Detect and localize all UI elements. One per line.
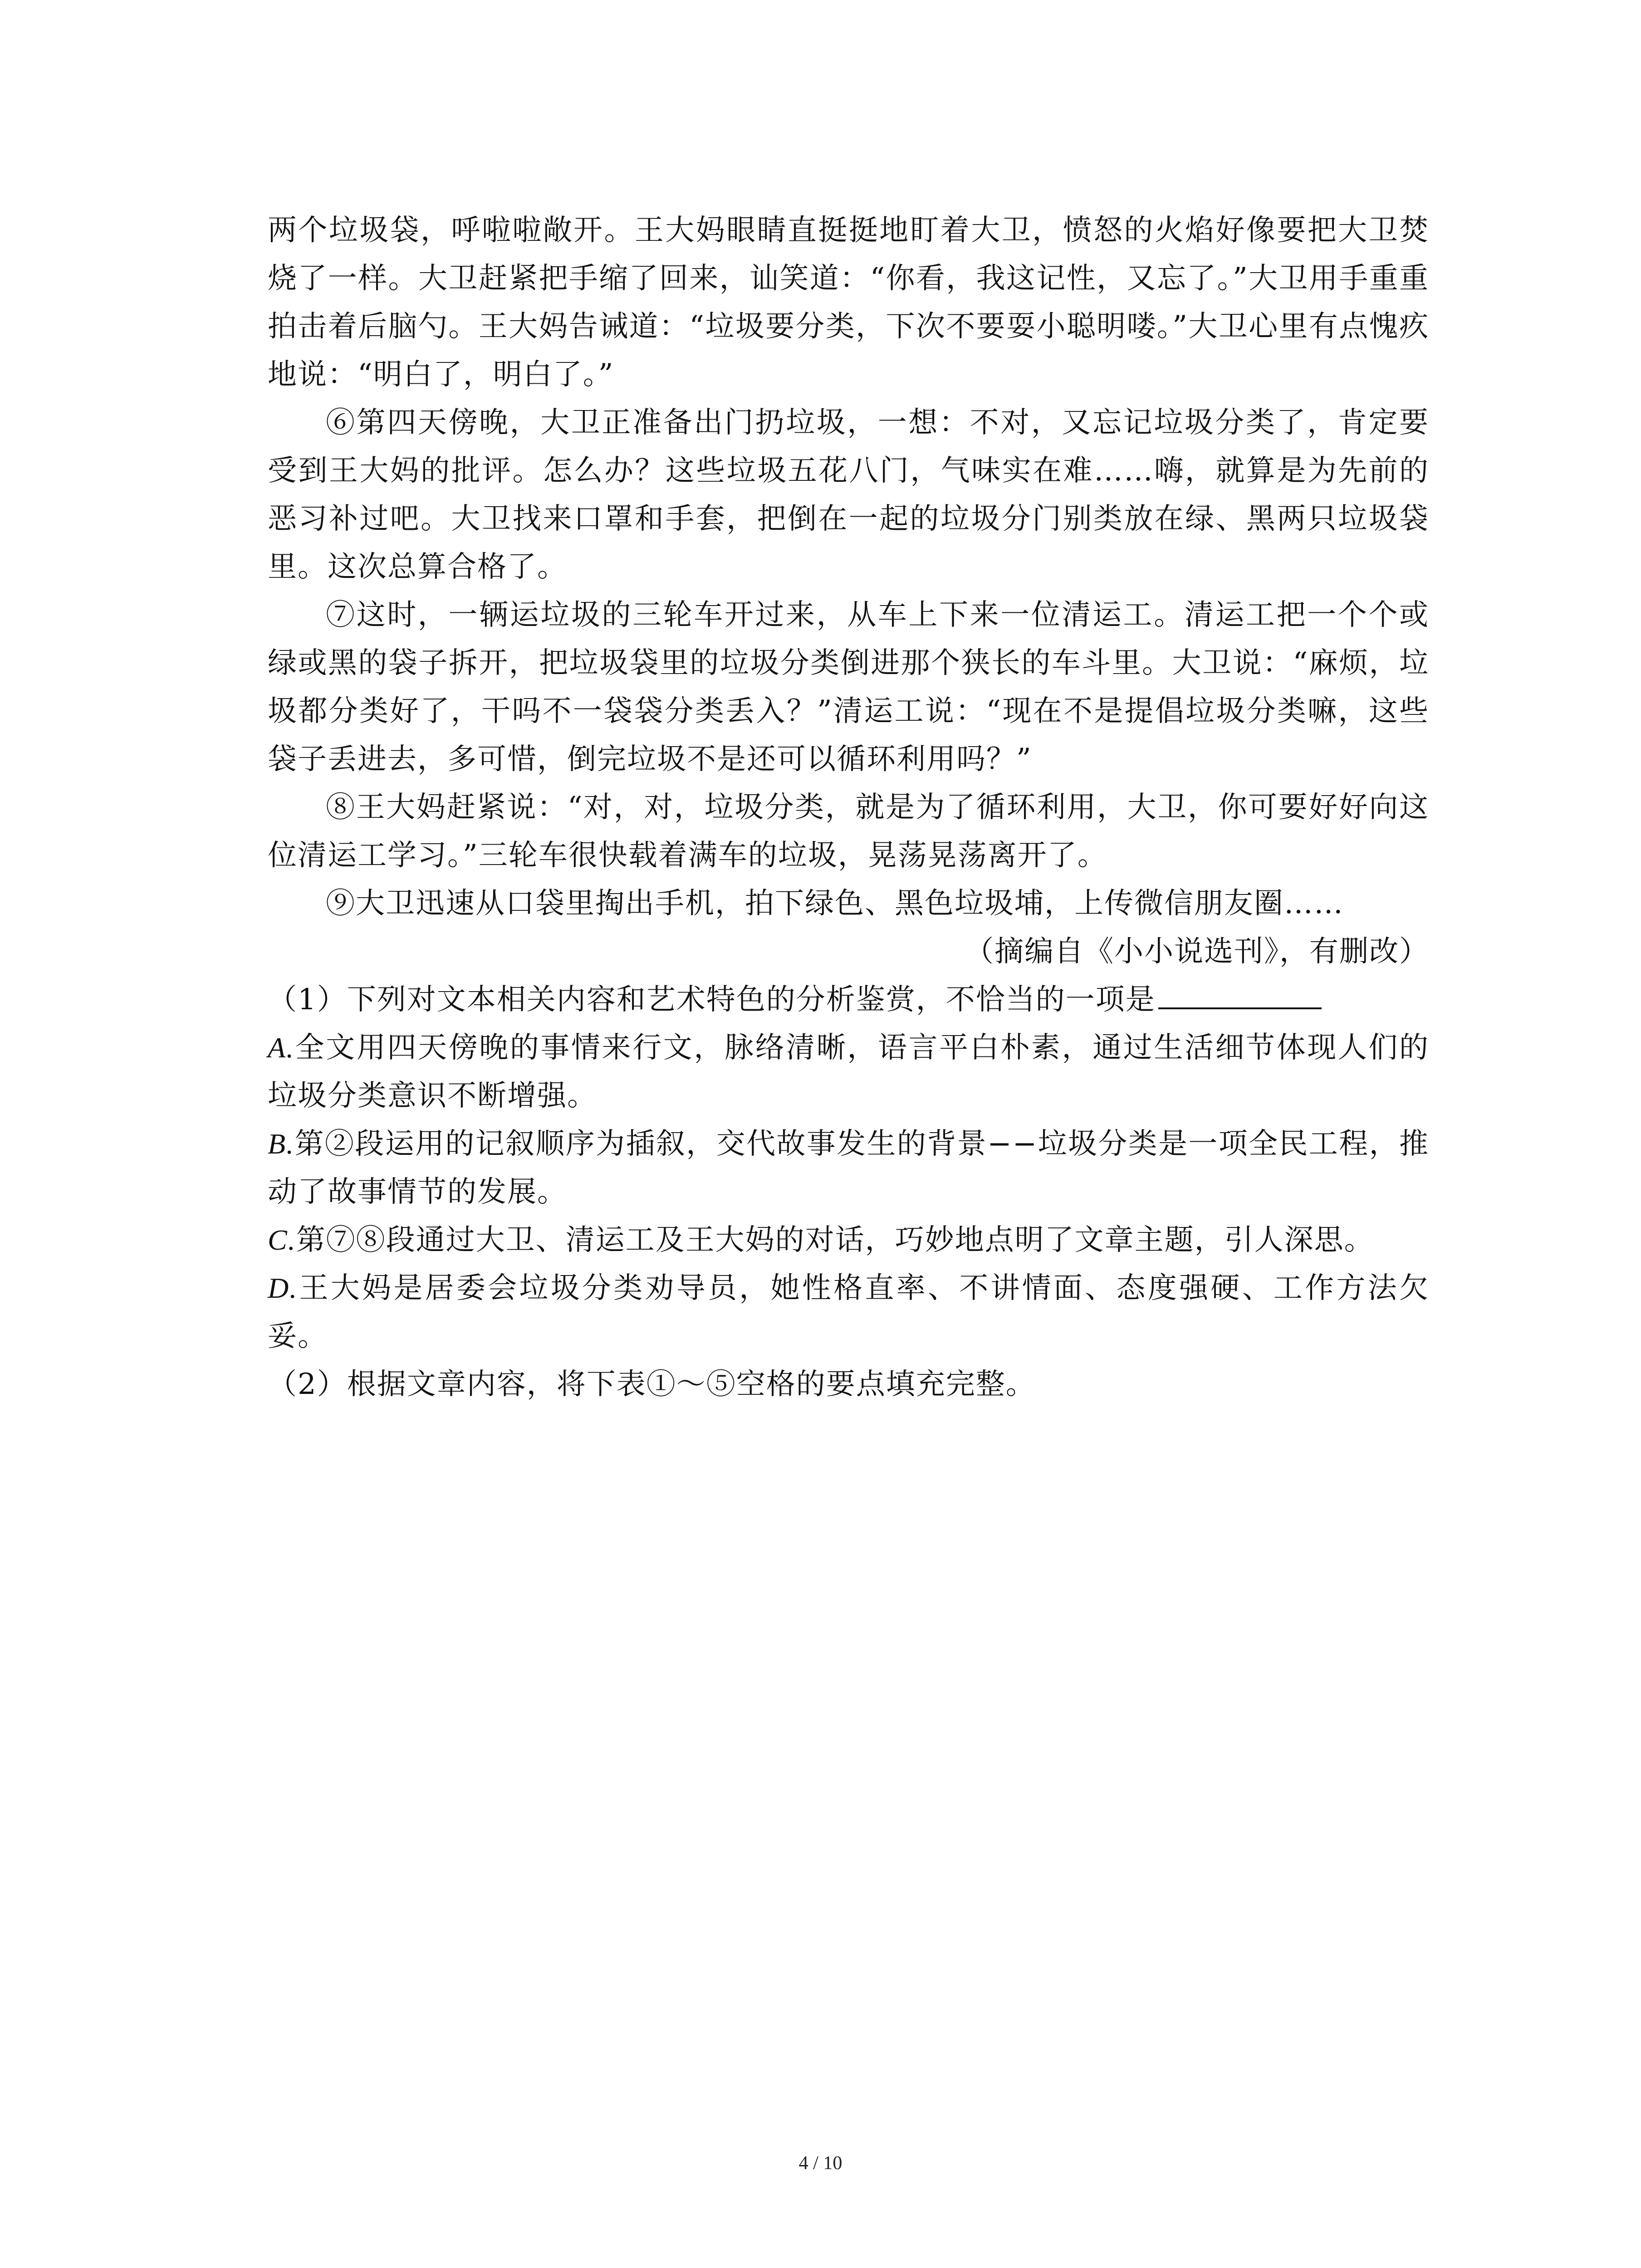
option-c-letter: C. bbox=[268, 1224, 296, 1256]
option-c-text: 第⑦⑧段通过大卫、清运工及王大妈的对话，巧妙地点明了文章主题，引人深思。 bbox=[296, 1223, 1374, 1257]
option-b bbox=[268, 1120, 1429, 1216]
answer-blank[interactable] bbox=[1158, 980, 1322, 1009]
option-b-letter: B. bbox=[268, 1128, 295, 1160]
story-paragraph-7: ⑦这时，一辆运垃圾的三轮车开过来，从车上下来一位清运工。清运工把一个个或绿或黑的袋子拆开，把垃圾袋里的垃圾分类倒进那个狭长的车斗里。大卫说：“麻烦，垃圾都分类好了，干吗不一袋袋分类丢入？”清运工说：“现在不是提倡垃圾分类嘛，这些袋子丢进去，多可惜，倒完垃圾不是还可以循环利用吗？” bbox=[268, 598, 1429, 776]
page-number: 4 / 10 bbox=[798, 2153, 843, 2174]
option-b-text: 第②段运用的记叙顺序为插叙，交代故事发生的背景−−垃圾分类是一项全民工程，推动了故事情节的发展。 bbox=[268, 1127, 1429, 1209]
option-c bbox=[268, 1216, 1429, 1264]
page-content bbox=[268, 206, 1429, 1408]
option-d-text: 王大妈是居委会垃圾分类劝导员，她性格直率、不讲情面、态度强硬、工作方法欠妥。 bbox=[268, 1271, 1429, 1353]
option-a bbox=[268, 1024, 1429, 1120]
source-citation: （摘编自《小小说选刊》，有删改） bbox=[965, 935, 1429, 968]
question-2-prompt: （2）根据文章内容，将下表①～⑤空格的要点填充完整。 bbox=[268, 1368, 1036, 1401]
story-paragraph-8: ⑧王大妈赶紧说：“对，对，垃圾分类，就是为了循环利用，大卫，你可要好好向这位清运工学习。”三轮车很快载着满车的垃圾，晃荡晃荡离开了。 bbox=[268, 791, 1429, 872]
option-d bbox=[268, 1264, 1429, 1360]
question-1-text: （1）下列对文本相关内容和艺术特色的分析鉴赏，不恰当的一项是 bbox=[268, 983, 1156, 1017]
story-paragraph-9: ⑨大卫迅速从口袋里掏出手机，拍下绿色、黑色垃圾埔，上传微信朋友圈…… bbox=[326, 887, 1344, 920]
question-1-prompt bbox=[268, 976, 1429, 1024]
option-d-letter: D. bbox=[268, 1272, 298, 1304]
story-paragraph-1: 两个垃圾袋，呼啦啦敞开。王大妈眼睛直挺挺地盯着大卫，愤怒的火焰好像要把大卫焚烧了一样。大卫赶紧把手缩了回来，讪笑道：“你看，我这记性，又忘了。”大卫用手重重拍击着后脑勺。王大妈告诫道：“垃圾要分类，下次不要耍小聪明喽。”大卫心里有点愧疚地说：“明白了，明白了。” bbox=[268, 214, 1429, 391]
option-a-text: 全文用四天傍晚的事情来行文，脉络清晰，语言平白朴素，通过生活细节体现人们的垃圾分类意识不断增强。 bbox=[268, 1031, 1429, 1113]
option-a-letter: A. bbox=[268, 1031, 295, 1064]
story-paragraph-6: ⑥第四天傍晚，大卫正准备出门扔垃圾，一想：不对，又忘记垃圾分类了，肯定要受到王大妈的批评。怎么办？这些垃圾五花八门，气味实在难……嗨，就算是为先前的恶习补过吧。大卫找来口罩和手套，把倒在一起的垃圾分门别类放在绿、黑两只垃圾袋里。这次总算合格了。 bbox=[268, 406, 1429, 584]
